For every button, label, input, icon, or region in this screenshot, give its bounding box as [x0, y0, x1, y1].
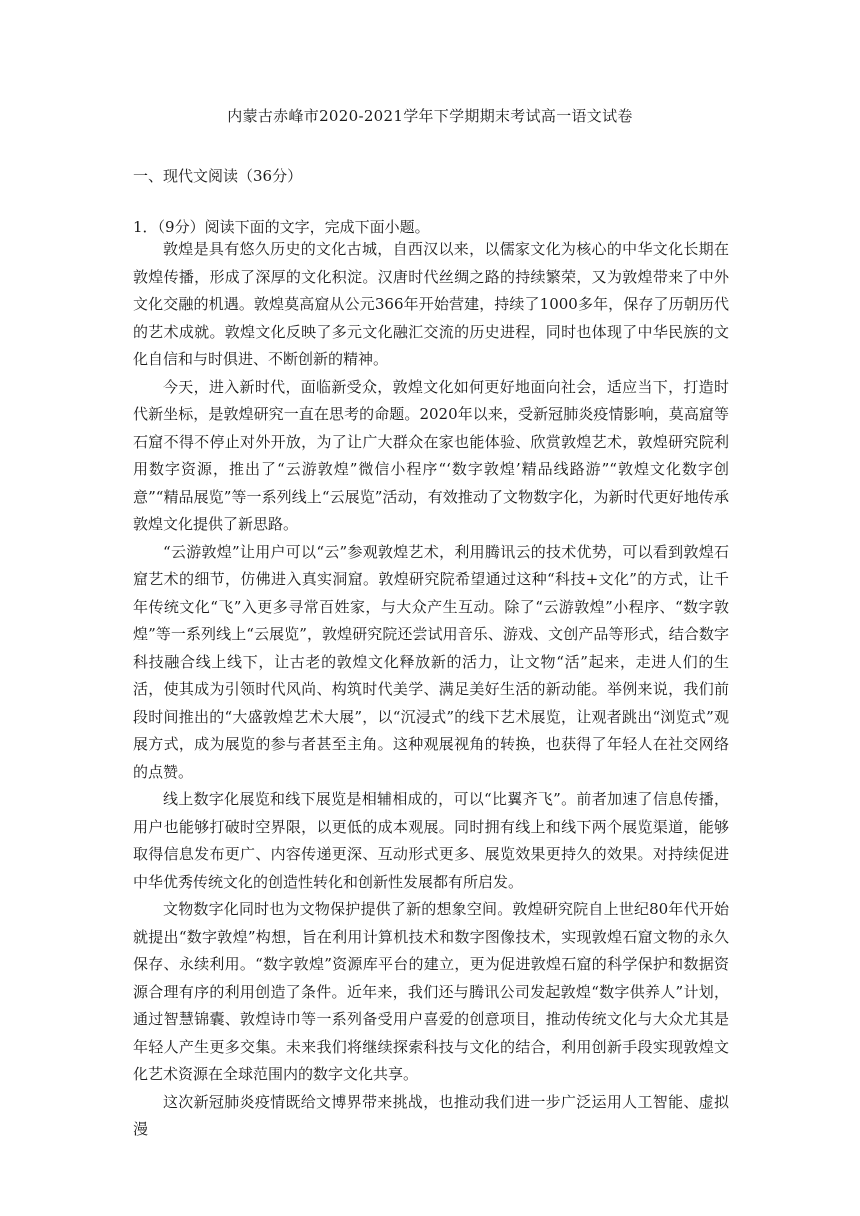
reading-passage	[133, 236, 729, 1144]
passage-paragraph: 线上数字化展览和线下展览是相辅相成的，可以“比翼齐飞”。前者加速了信息传播，用户也能够打破时空界限，以更低的成本观展。同时拥有线上和线下两个展览渠道，能够取得信息发布更广、内容传递更深、互动形式更多、展览效果更持久的效果。对持续促进中华优秀传统文化的创造性转化和创新性发展都有所启发。	[133, 790, 729, 891]
exam-title: 内蒙古赤峰市2020-2021学年下学期期末考试高一语文试卷	[227, 107, 633, 125]
passage-paragraph: 文物数字化同时也为文物保护提供了新的想象空间。敦煌研究院自上世纪80年代开始就提出“数字敦煌”构想，旨在利用计算机技术和数字图像技术，实现敦煌石窟文物的永久保存、永续利用。“数字敦煌”资源库平台的建立，更为促进敦煌石窟的科学保护和数据资源合理有序的利用创造了条件。近年来，我们还与腾讯公司发起敦煌“数字供养人”计划，通过智慧锦囊、敦煌诗巾等一系列备受用户喜爱的创意项目，推动传统文化与大众尤其是年轻人产生更多交集。未来我们将继续探索科技与文化的结合，利用创新手段实现敦煌文化艺术资源在全球范围内的数字文化共享。	[133, 900, 729, 1083]
question-prompt: 1．（9分）阅读下面的文字，完成下面小题。	[133, 218, 430, 236]
passage-paragraph: 今天，进入新时代，面临新受众，敦煌文化如何更好地面向社会，适应当下，打造时代新坐标，是敦煌研究一直在思考的命题。2020年以来，受新冠肺炎疫情影响，莫高窟等石窟不得不停止对外开放，为了让广大群众在家也能体验、欣赏敦煌艺术，敦煌研究院利用数字资源，推出了“云游敦煌”微信小程序“‘数字敦煌’精品线路游”“敦煌文化数字创意”“精品展览”等一系列线上“云展览”活动，有效推动了文物数字化，为新时代更好地传承敦煌文化提供了新思路。	[133, 377, 729, 533]
passage-paragraph: 敦煌是具有悠久历史的文化古城，自西汉以来，以儒家文化为核心的中华文化长期在敦煌传播，形成了深厚的文化积淀。汉唐时代丝绸之路的持续繁荣，又为敦煌带来了中外文化交融的机遇。敦煌莫高窟从公元366年开始营建，持续了1000多年，保存了历朝历代的艺术成就。敦煌文化反映了多元文化融汇交流的历史进程，同时也体现了中华民族的文化自信和与时俱进、不断创新的精神。	[133, 240, 729, 368]
section-heading: 一、现代文阅读（36分）	[133, 167, 303, 185]
passage-paragraph: “云游敦煌”让用户可以“云”参观敦煌艺术，利用腾讯云的技术优势，可以看到敦煌石窟艺术的细节，仿佛进入真实洞窟。敦煌研究院希望通过这种“科技+文化”的方式，让千年传统文化“飞”入更多寻常百姓家，与大众产生互动。除了“云游敦煌”小程序、“数字敦煌”等一系列线上“云展览”，敦煌研究院还尝试用音乐、游戏、文创产品等形式，结合数字科技融合线上线下，让古老的敦煌文化释放新的活力，让文物“活”起来，走进人们的生活，使其成为引领时代风尚、构筑时代美学、满足美好生活的新动能。举例来说，我们前段时间推出的“大盛敦煌艺术大展”，以“沉浸式”的线下艺术展览，让观者跳出“浏览式”观展方式，成为展览的参与者甚至主角。这种观展视角的转换，也获得了年轻人在社交网络的点赞。	[133, 542, 729, 781]
passage-paragraph: 这次新冠肺炎疫情既给文博界带来挑战，也推动我们进一步广泛运用人工智能、虚拟漫	[133, 1092, 729, 1138]
